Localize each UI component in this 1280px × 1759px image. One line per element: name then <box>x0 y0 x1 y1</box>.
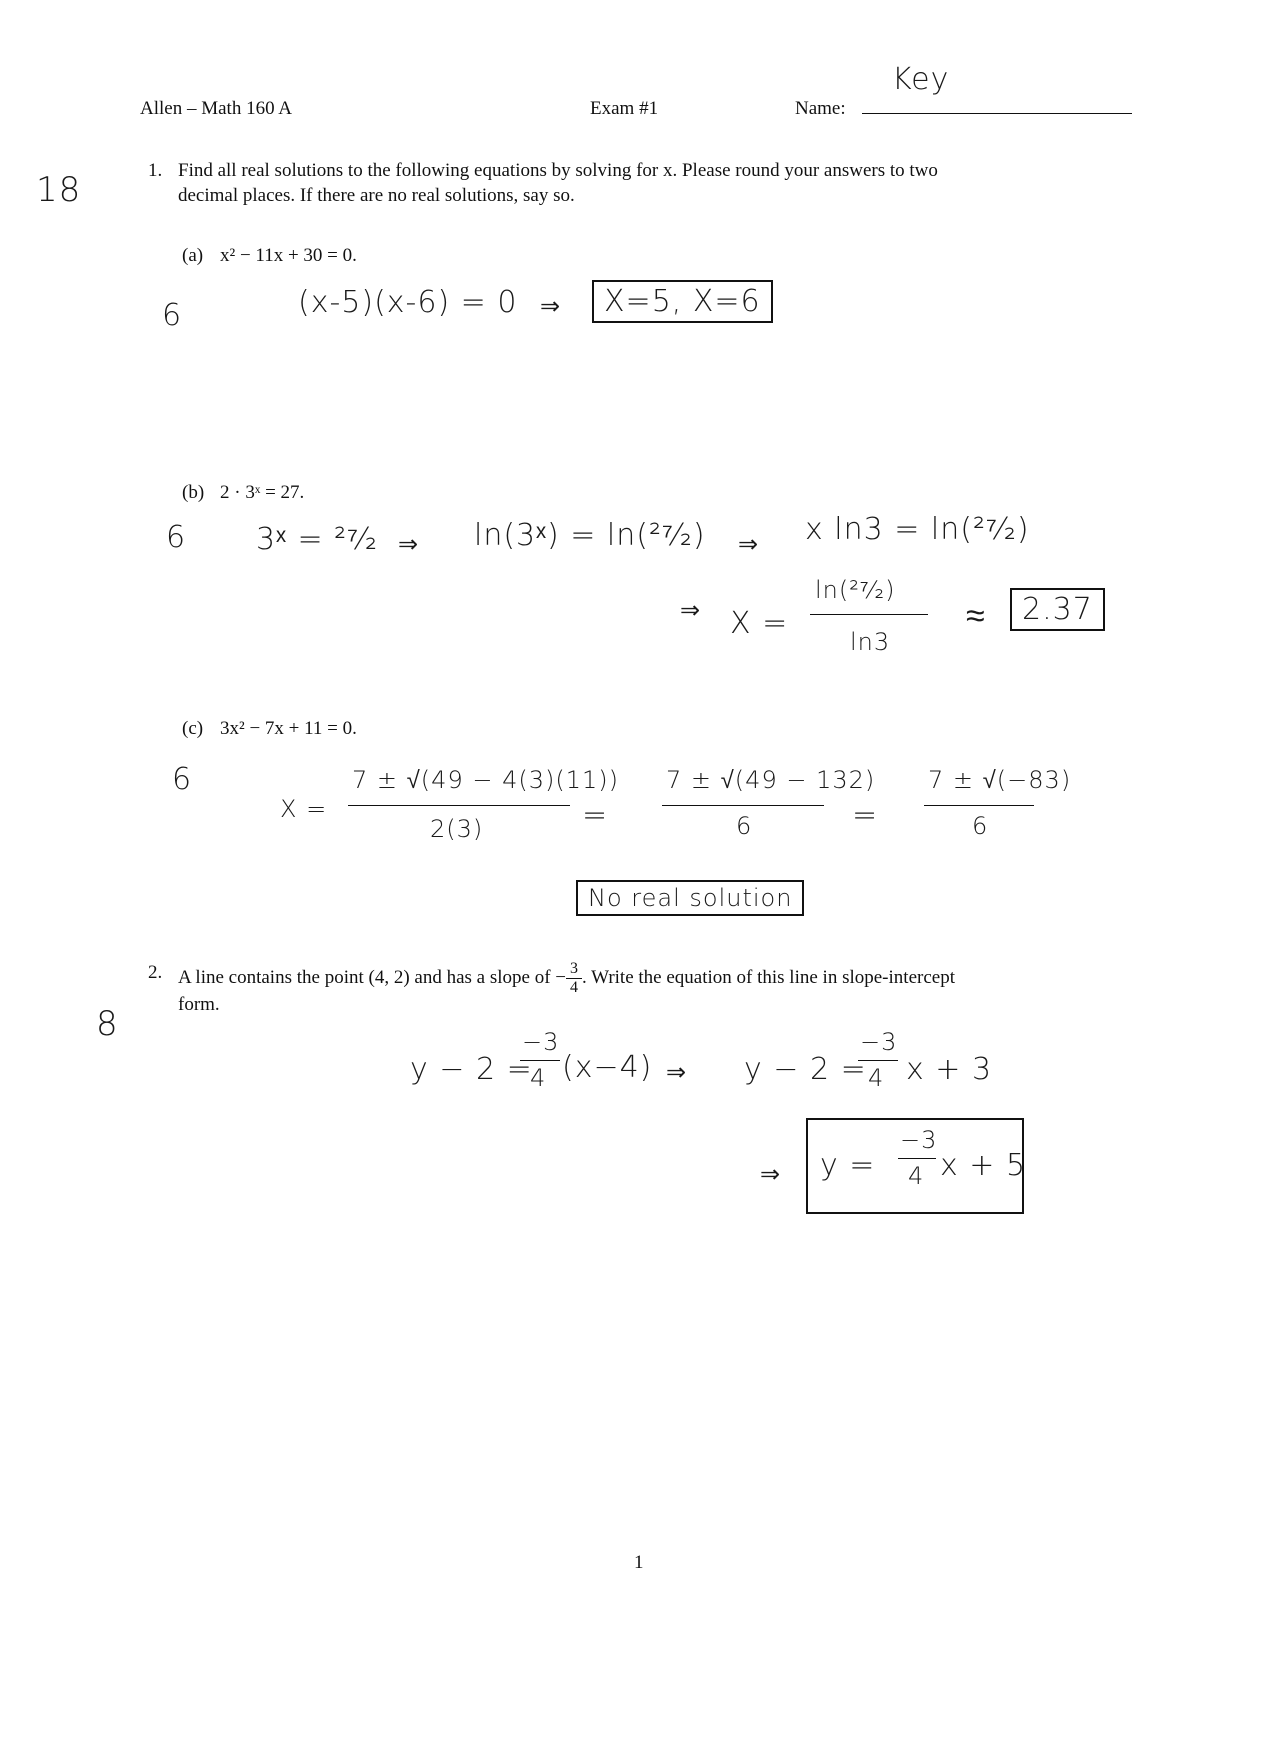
q2-answer-den: 4 <box>908 1162 925 1190</box>
q1a-work: (x-5)(x-6) = 0 <box>298 285 518 320</box>
q1c-frac1-den: 2(3) <box>430 815 484 843</box>
q1c-x-eq: X = <box>280 795 328 823</box>
q1a-equation: x² − 11x + 30 = 0. <box>220 245 357 266</box>
score-q1c: 6 <box>172 762 193 797</box>
q2-answer-rhs: x + 5 <box>940 1148 1027 1183</box>
q2-answer-bar <box>898 1158 936 1159</box>
q2-text-part-a: A line contains the point (4, 2) and has a slope of − <box>178 966 566 988</box>
q2-work1-rhs: (x−4) <box>562 1050 653 1085</box>
q1-number: 1. <box>148 160 163 181</box>
q1c-eq2: = <box>852 798 879 833</box>
score-q1b: 6 <box>166 520 187 555</box>
q1b-answer-box: 2.37 <box>1010 588 1105 631</box>
q1c-frac2-bar <box>662 805 824 806</box>
exam-title: Exam #1 <box>590 98 659 119</box>
q1c-eq1: = <box>582 798 609 833</box>
score-q2-total: 8 <box>96 1004 119 1044</box>
q2-work1-bar <box>520 1060 560 1061</box>
arrow-icon: ⇒ <box>666 1058 688 1086</box>
arrow-icon: ⇒ <box>738 530 760 558</box>
q2-work2-lhs: y − 2 = <box>744 1052 867 1087</box>
q1b-label: (b) <box>182 482 205 503</box>
q2-work1-den: 4 <box>530 1064 547 1092</box>
arrow-icon: ⇒ <box>680 596 702 624</box>
q1-text-line1: Find all real solutions to the following equations by solving for x. Please round your answers to two <box>178 160 938 181</box>
arrow-icon: ⇒ <box>398 530 420 558</box>
q1a-answer-box: X=5, X=6 <box>592 280 773 323</box>
course-title: Allen – Math 160 A <box>140 98 292 119</box>
name-label: Name: <box>795 98 846 119</box>
q2-work1-num: −3 <box>522 1028 560 1056</box>
q2-text-line2: form. <box>178 994 220 1015</box>
q1c-frac3-num: 7 ± √(−83) <box>928 766 1072 794</box>
score-q1a: 6 <box>162 298 183 333</box>
q1b-equation: 2 · 3ˣ = 27. <box>220 482 305 503</box>
q2-work1-lhs: y − 2 = <box>410 1052 533 1087</box>
q1c-label: (c) <box>182 718 204 739</box>
q1b-x-eq: X = <box>730 606 789 641</box>
q2-number: 2. <box>148 962 163 983</box>
q1b-step1: 3ˣ = ²⁷⁄₂ <box>256 522 379 557</box>
q1c-frac2-num: 7 ± √(49 − 132) <box>666 766 876 794</box>
q1-text-line2: decimal places. If there are no real solutions, say so. <box>178 185 575 206</box>
q2-slope-num: 3 <box>566 960 582 979</box>
q1b-frac-den: ln3 <box>850 628 891 656</box>
q2-text-part-b: . Write the equation of this line in slope-intercept <box>582 966 955 988</box>
q2-work2-rhs: x + 3 <box>906 1052 993 1087</box>
q2-answer-lhs: y = <box>820 1148 876 1183</box>
q1c-frac3-bar <box>924 805 1034 806</box>
q1a-label: (a) <box>182 245 204 266</box>
q1c-equation: 3x² − 7x + 11 = 0. <box>220 718 357 739</box>
q1c-frac1-num: 7 ± √(49 − 4(3)(11)) <box>352 766 619 794</box>
q1c-frac1-bar <box>348 805 570 806</box>
q2-answer-num: −3 <box>900 1126 938 1154</box>
name-line <box>862 112 1132 114</box>
q2-slope-den: 4 <box>570 979 578 996</box>
q1b-step2: ln(3ˣ) = ln(²⁷⁄₂) <box>474 518 706 553</box>
q1c-frac2-den: 6 <box>736 812 753 840</box>
q2-text-line1 <box>178 960 955 997</box>
score-q1-total: 18 <box>36 170 82 210</box>
q1b-frac-num: ln(²⁷⁄₂) <box>815 576 896 604</box>
q2-work2-num: −3 <box>860 1028 898 1056</box>
q2-work2-bar <box>858 1060 898 1061</box>
q1c-answer-box: No real solution <box>576 880 804 916</box>
q2-answer-box <box>806 1118 1027 1214</box>
q2-work2-den: 4 <box>868 1064 885 1092</box>
arrow-icon: ⇒ <box>760 1160 782 1188</box>
q1c-frac3-den: 6 <box>972 812 989 840</box>
name-value: Key <box>892 62 950 97</box>
page-number: 1 <box>634 1552 644 1573</box>
q1b-frac-bar <box>810 614 928 615</box>
arrow-icon: ⇒ <box>540 292 562 320</box>
q1b-step3: x ln3 = ln(²⁷⁄₂) <box>805 512 1030 547</box>
approx-icon: ≈ <box>966 596 986 636</box>
q2-slope-fraction <box>566 960 582 997</box>
